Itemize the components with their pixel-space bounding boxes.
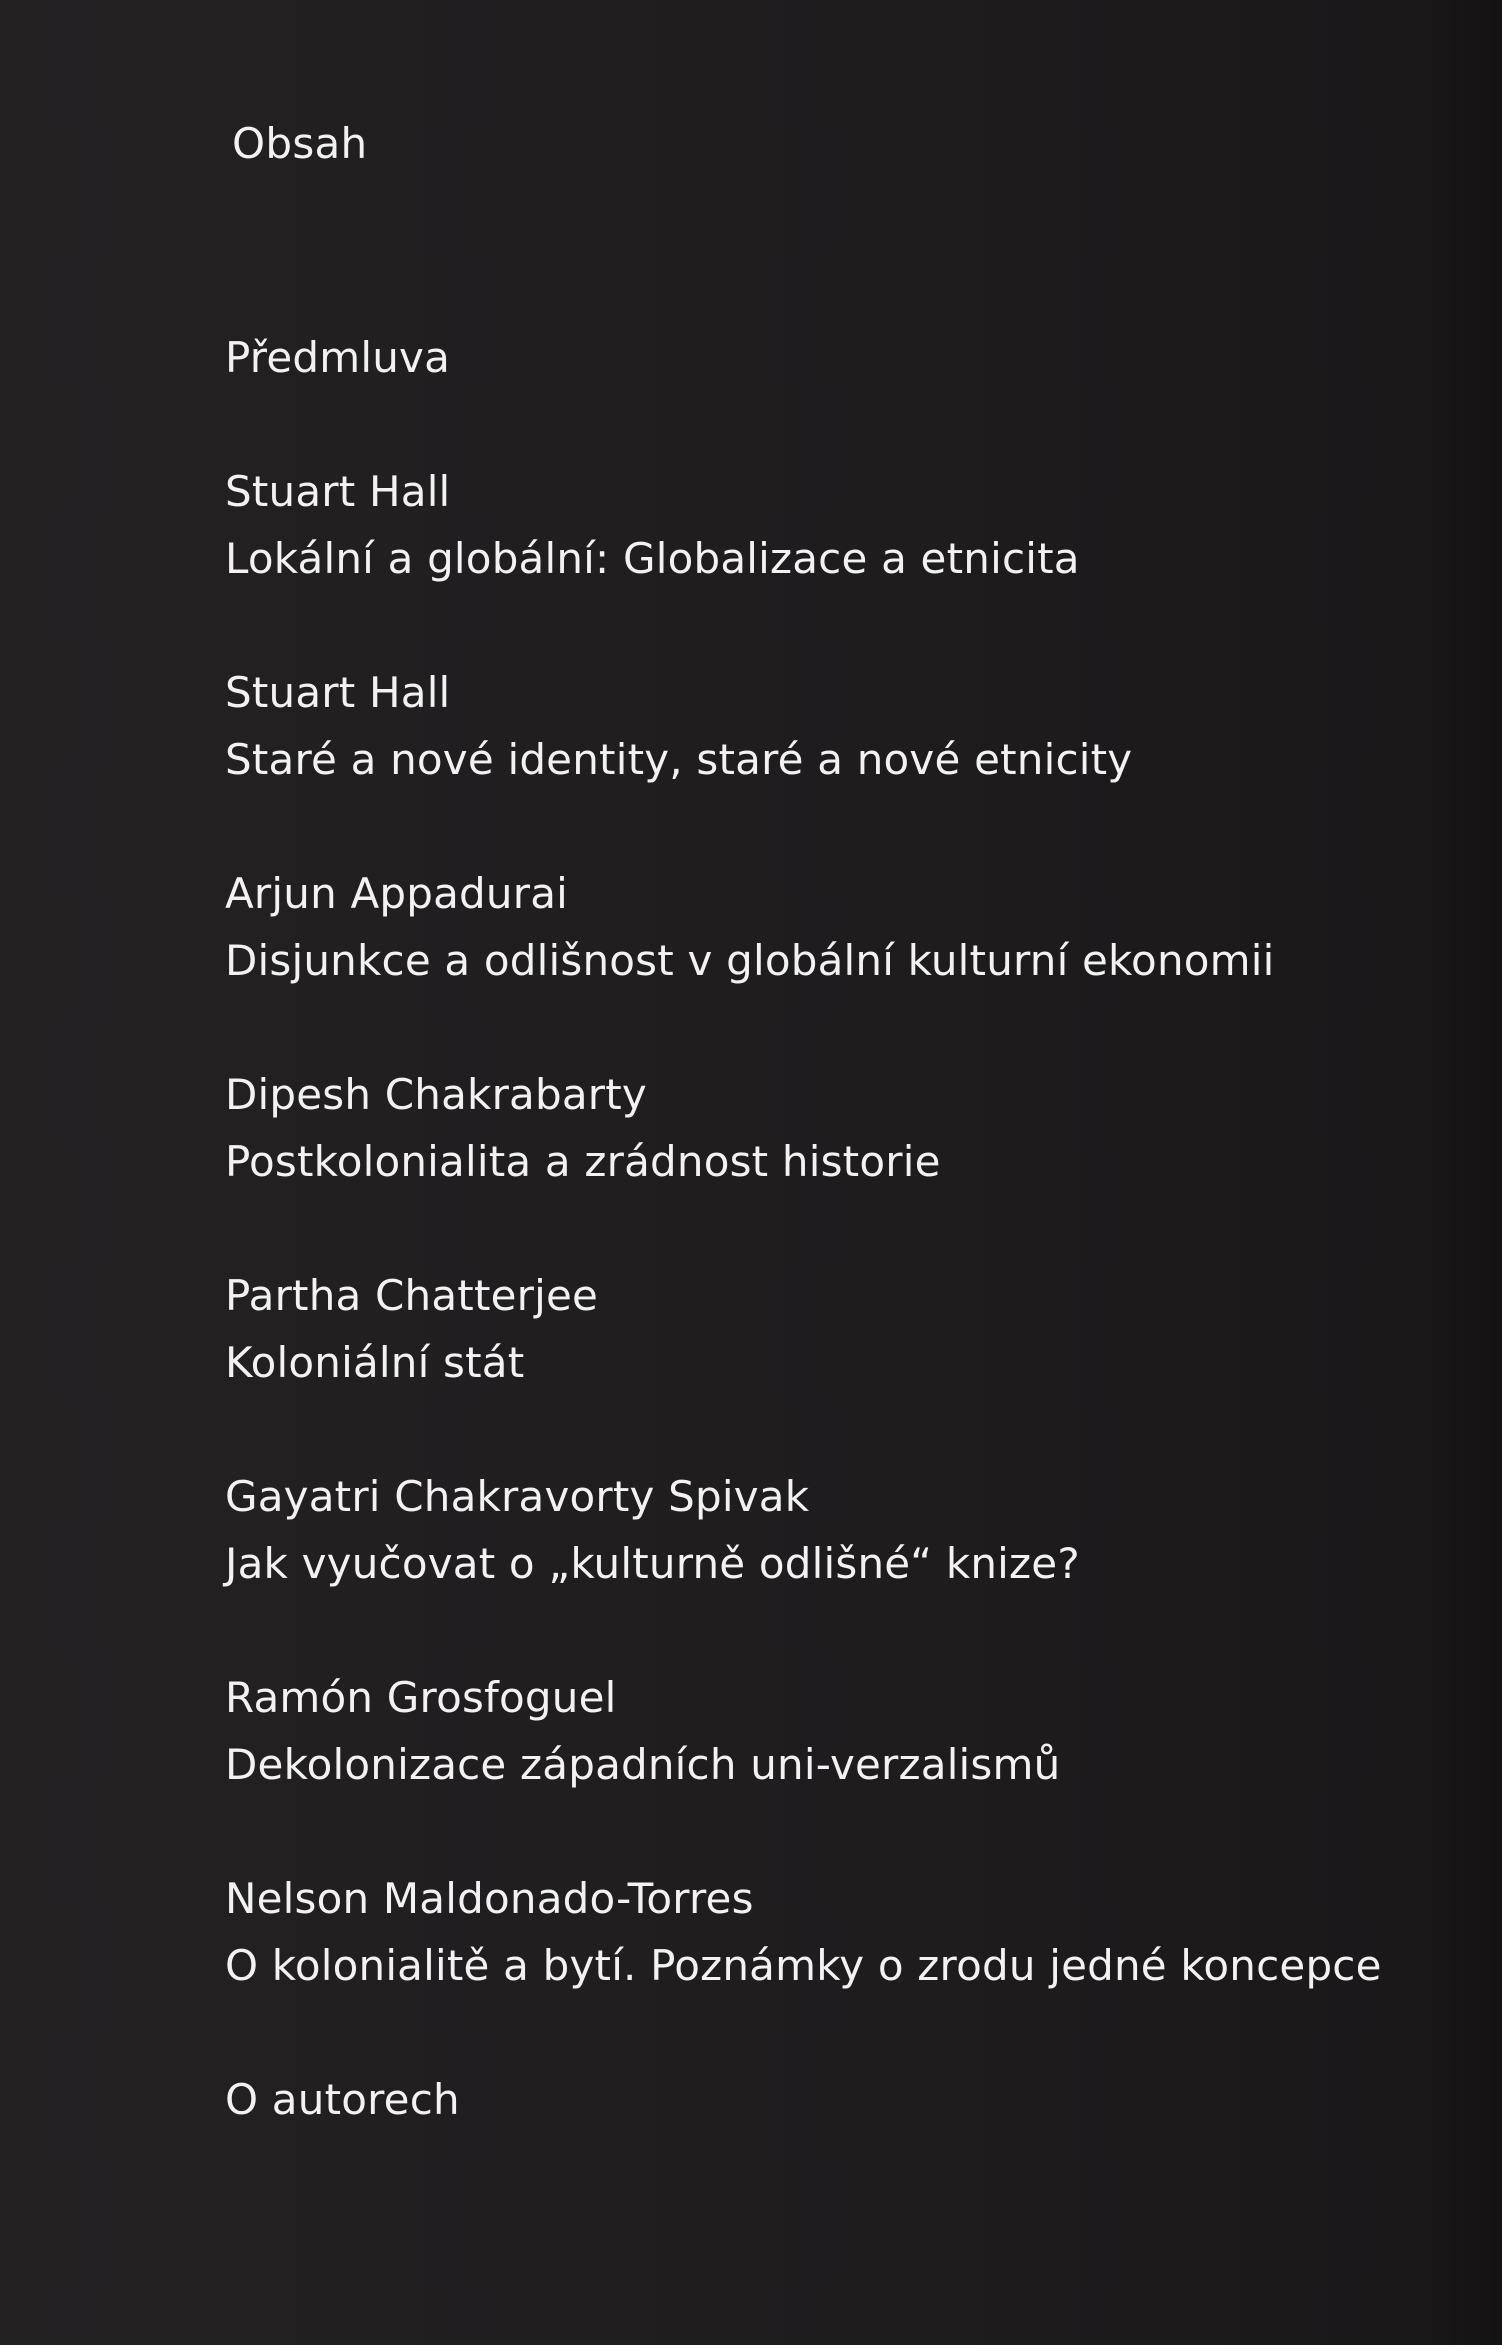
toc-entry [225, 1262, 1475, 1396]
toc-entry [225, 1463, 1475, 1597]
toc-entry [225, 1664, 1475, 1798]
toc-entry-title: Lokální a globální: Globalizace a etnicita [225, 534, 1080, 583]
toc-entry-title: Koloniální stát [225, 1338, 525, 1387]
toc-entry [225, 659, 1475, 793]
toc-entry [225, 1865, 1475, 1999]
toc-entry [225, 860, 1475, 994]
toc-entry-author: Gayatri Chakravorty Spivak [225, 1472, 810, 1521]
toc-entry-title: Dekolonizace západních uni-verzalismů [225, 1740, 1061, 1789]
toc-entry-title: Staré a nové identity, staré a nové etnicity [225, 735, 1133, 784]
page-title: Obsah [232, 119, 368, 168]
toc-entry-author: Nelson Maldonado-Torres [225, 1874, 754, 1923]
toc-entry-title: Předmluva [225, 333, 451, 382]
toc-entry-title: O kolonialitě a bytí. Poznámky o zrodu jedné koncepce [225, 1941, 1382, 1990]
toc-entry-author: Stuart Hall [225, 467, 451, 516]
toc-entry-about-authors [225, 2066, 1475, 2133]
toc-entry-title: O autorech [225, 2075, 460, 2124]
toc-entry-author: Dipesh Chakrabarty [225, 1070, 647, 1119]
toc-entry-title: Postkolonialita a zrádnost historie [225, 1137, 941, 1186]
toc-entry-preface [225, 324, 1475, 391]
toc-entry [225, 1061, 1475, 1195]
toc-entry [225, 458, 1475, 592]
toc-entry-title: Disjunkce a odlišnost v globální kulturní ekonomii [225, 936, 1275, 985]
table-of-contents [225, 324, 1475, 2133]
toc-entry-title: Jak vyučovat o „kulturně odlišné“ knize? [225, 1539, 1080, 1588]
toc-entry-author: Arjun Appadurai [225, 869, 568, 918]
toc-entry-author: Stuart Hall [225, 668, 451, 717]
toc-entry-author: Partha Chatterjee [225, 1271, 599, 1320]
toc-entry-author: Ramón Grosfoguel [225, 1673, 617, 1722]
